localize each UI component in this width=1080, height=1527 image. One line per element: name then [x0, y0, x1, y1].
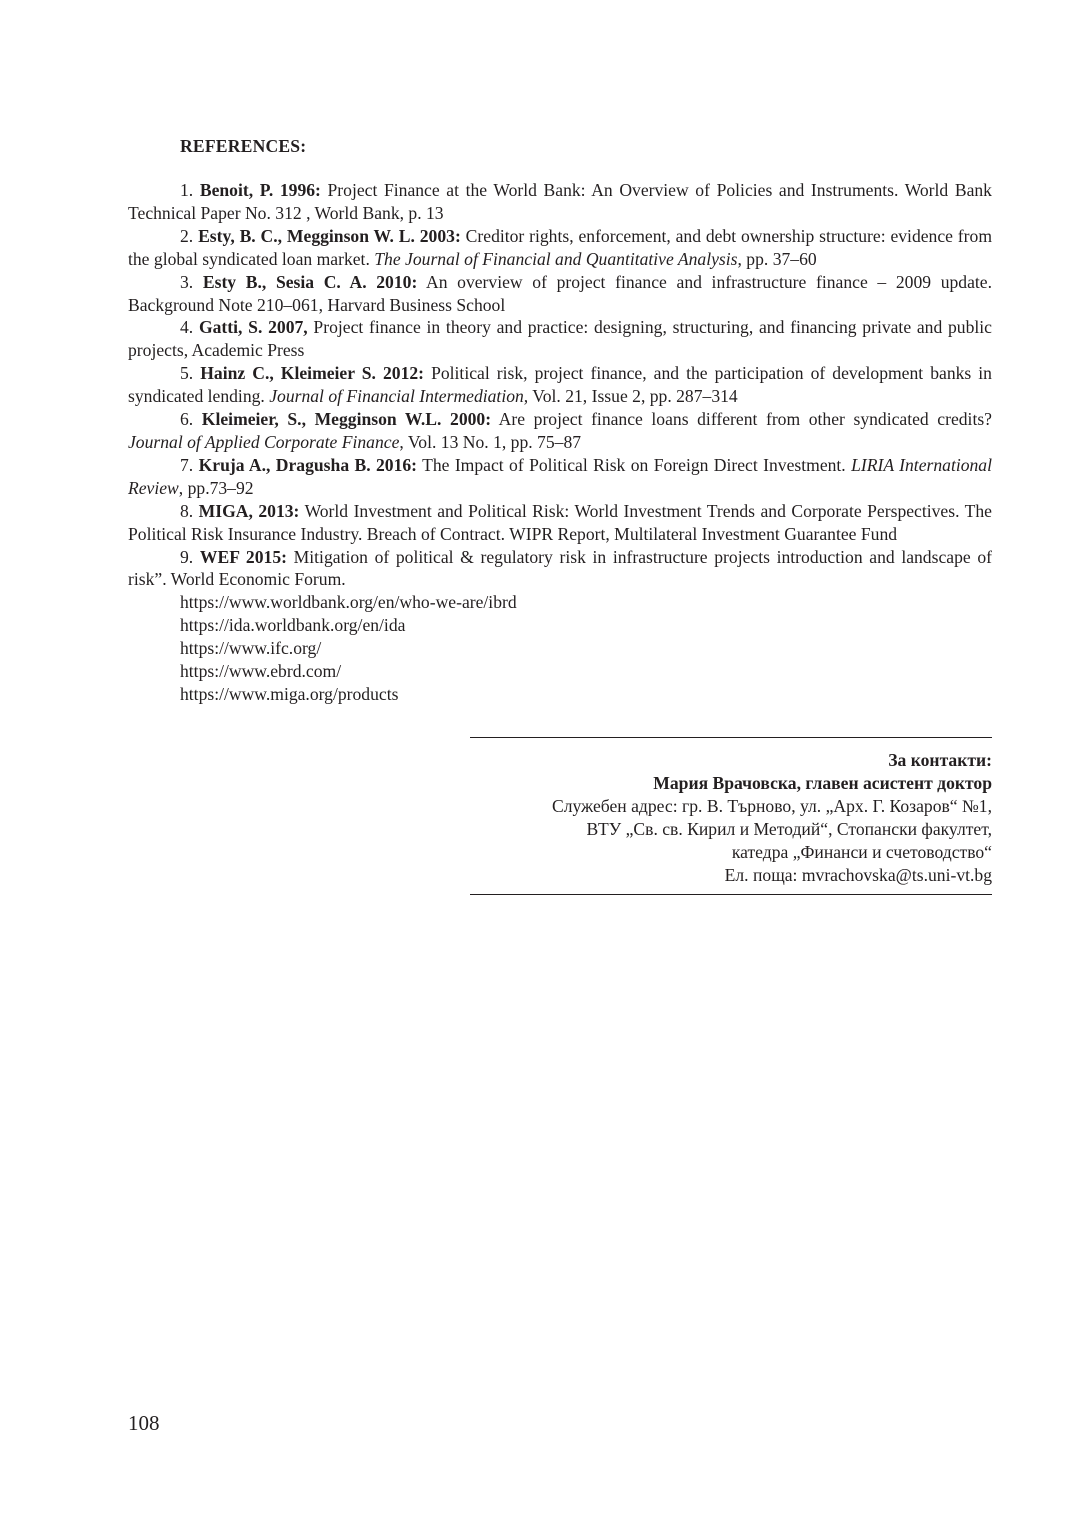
reference-text: Political risk, project finance, and the participation of development banks in syndicated lending. [128, 363, 992, 407]
reference-source-title: Journal of Applied Corporate Finance [128, 431, 400, 452]
contact-email: Ел. поща: mvrachovska@ts.uni-vt.bg [724, 864, 992, 885]
reference-text: Vol. 21, Issue 2, pp. 287–314 [528, 386, 738, 407]
reference-source-title: LIRIA International Review [128, 454, 992, 498]
reference-author: Esty, B. C., Megginson W. L. 2003: [198, 225, 461, 246]
reference-number: 4. [180, 317, 194, 338]
reference-author: MIGA, 2013: [198, 500, 300, 521]
reference-item [128, 546, 992, 592]
reference-url[interactable]: https://www.ifc.org/ [180, 638, 322, 659]
reference-number: 2. [180, 225, 194, 246]
reference-text: An overview of project finance and infrastructure finance – 2009 update. Background Note 210–061, Harvard Business School [128, 271, 992, 315]
contact-title: За контакти: [888, 750, 992, 770]
reference-url[interactable]: https://www.ebrd.com/ [180, 661, 342, 682]
contact-name: Мария Врачовска, главен асистент доктор [653, 772, 992, 793]
reference-author: Benoit, P. 1996: [199, 180, 321, 200]
reference-text: The Impact of Political Risk on Foreign Direct Investment. [417, 454, 852, 475]
reference-author: Esty B., Sesia C. A. 2010: [202, 271, 418, 292]
contact-block [470, 737, 992, 895]
reference-item [128, 225, 992, 271]
reference-item [128, 316, 992, 362]
reference-text: , pp.73–92 [178, 477, 254, 498]
reference-number: 9. [180, 546, 194, 567]
page-number: 108 [128, 1411, 160, 1435]
reference-number: 3. [180, 271, 194, 292]
reference-url[interactable]: https://www.worldbank.org/en/who-we-are/ibrd [180, 592, 517, 613]
reference-number: 7. [180, 454, 194, 475]
reference-number: 8. [180, 500, 194, 521]
reference-number: 5. [180, 363, 194, 384]
url-list [128, 591, 992, 706]
reference-number: 6. [180, 409, 194, 430]
reference-item [128, 179, 992, 225]
reference-author: WEF 2015: [199, 546, 287, 567]
reference-source-title: Journal of Financial Intermediation, [269, 386, 529, 407]
reference-item [128, 454, 992, 500]
reference-text: World Investment and Political Risk: World Investment Trends and Corporate Perspectives. The Political Risk Insurance Industry. Breach of Contract. WIPR Report, Multilateral Investment Guarantee Fund [128, 500, 992, 544]
contact-address-line-3: катедра „Финанси и счетоводство“ [731, 841, 992, 862]
reference-item [128, 362, 992, 408]
reference-item [128, 500, 992, 546]
contact-address-line-1: Служебен адрес: гр. В. Търново, ул. „Арх. Г. Козаров“ №1, [551, 795, 992, 816]
reference-text: Are project finance loans different from other syndicated credits? [491, 409, 992, 430]
reference-text: , pp. 37–60 [737, 248, 817, 269]
reference-text: Project finance in theory and practice: designing, structuring, and financing private and public projects, Academic Press [128, 317, 992, 361]
reference-item [128, 271, 992, 317]
reference-author: Kruja A., Dragusha B. 2016: [198, 454, 418, 475]
reference-list [128, 179, 992, 706]
references-heading: REFERENCES: [180, 136, 307, 156]
reference-text: Project Finance at the World Bank: An Overview of Policies and Instruments. World Bank Technical Paper No. 312 , World Bank, p. 13 [128, 180, 992, 223]
reference-number: 1. [180, 180, 194, 200]
reference-url[interactable]: https://ida.worldbank.org/en/ida [180, 615, 406, 636]
reference-url[interactable]: https://www.miga.org/products [180, 683, 399, 704]
reference-text: , Vol. 13 No. 1, pp. 75–87 [399, 431, 582, 452]
contact-address-line-2: ВТУ „Св. св. Кирил и Методий“, Стопански факултет, [586, 818, 992, 839]
reference-text: Mitigation of political & regulatory risk in infrastructure projects introduction and landscape of risk”. World Economic Forum. [128, 546, 992, 590]
reference-text: Creditor rights, enforcement, and debt ownership structure: evidence from the global syndicated loan market. [128, 225, 993, 269]
reference-author: Kleimeier, S., Megginson W.L. 2000: [201, 409, 492, 430]
reference-author: Hainz C., Kleimeier S. 2012: [200, 363, 425, 384]
reference-items [128, 179, 992, 591]
reference-item [128, 408, 992, 454]
reference-author: Gatti, S. 2007, [198, 317, 308, 338]
reference-source-title: The Journal of Financial and Quantitative Analysis [374, 248, 738, 269]
